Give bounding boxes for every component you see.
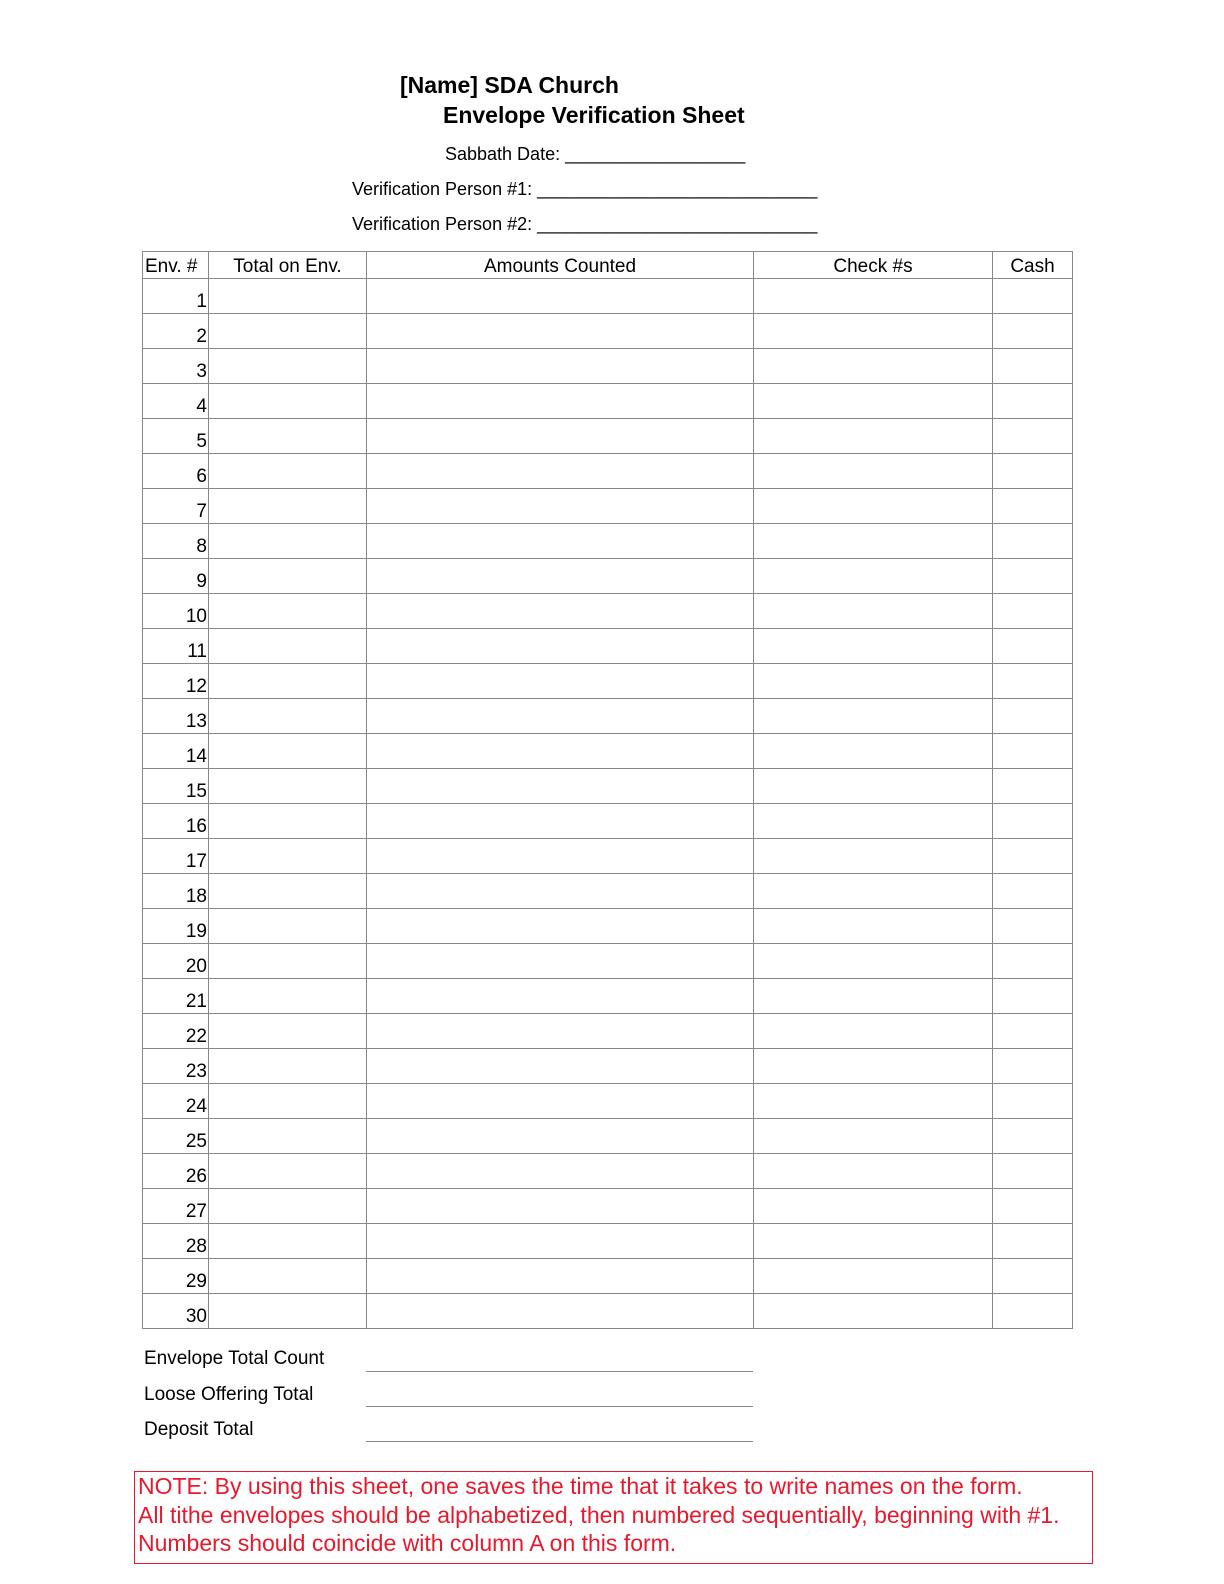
total-on-env-cell[interactable] [209, 874, 367, 909]
env-number-cell: 7 [143, 489, 209, 524]
cash-cell[interactable] [993, 979, 1073, 1014]
col-cash: Cash [993, 252, 1073, 279]
amounts-counted-cell[interactable] [367, 1189, 754, 1224]
table-row [143, 1259, 1073, 1294]
note-line-3: Numbers should coincide with column A on this form. [138, 1530, 677, 1556]
table-row [143, 1049, 1073, 1084]
cash-cell[interactable] [993, 524, 1073, 559]
col-total-on-env: Total on Env. [209, 252, 367, 279]
table-row [143, 874, 1073, 909]
amounts-counted-cell[interactable] [367, 699, 754, 734]
loose-offering-total-label: Loose Offering Total [144, 1384, 314, 1405]
total-on-env-cell[interactable] [209, 1189, 367, 1224]
total-on-env-cell[interactable] [209, 1259, 367, 1294]
cash-cell[interactable] [993, 454, 1073, 489]
total-on-env-cell[interactable] [209, 314, 367, 349]
check-numbers-cell[interactable] [754, 1084, 993, 1119]
cash-cell[interactable] [993, 804, 1073, 839]
amounts-counted-cell[interactable] [367, 1119, 754, 1154]
table-row [143, 314, 1073, 349]
cash-cell[interactable] [993, 1119, 1073, 1154]
cash-cell[interactable] [993, 1189, 1073, 1224]
table-row [143, 699, 1073, 734]
check-numbers-cell[interactable] [754, 419, 993, 454]
note-line-1: NOTE: By using this sheet, one saves the time that it takes to write names on the form. [138, 1473, 1023, 1499]
cash-cell[interactable] [993, 909, 1073, 944]
table-row [143, 1189, 1073, 1224]
env-number-cell: 30 [143, 1294, 209, 1329]
amounts-counted-cell[interactable] [367, 489, 754, 524]
cash-cell[interactable] [993, 664, 1073, 699]
env-number-cell: 19 [143, 909, 209, 944]
deposit-total-label: Deposit Total [144, 1419, 254, 1440]
sabbath-date-field[interactable]: Sabbath Date: __________________ [445, 144, 746, 164]
table-row [143, 559, 1073, 594]
total-on-env-cell[interactable] [209, 1014, 367, 1049]
table-row [143, 979, 1073, 1014]
cash-cell[interactable] [993, 1259, 1073, 1294]
total-on-env-cell[interactable] [209, 349, 367, 384]
check-numbers-cell[interactable] [754, 1224, 993, 1259]
check-numbers-cell[interactable] [754, 594, 993, 629]
env-number-cell: 5 [143, 419, 209, 454]
env-number-cell: 12 [143, 664, 209, 699]
table-row [143, 349, 1073, 384]
check-numbers-cell[interactable] [754, 1119, 993, 1154]
total-on-env-cell[interactable] [209, 384, 367, 419]
total-on-env-cell[interactable] [209, 734, 367, 769]
env-number-cell: 24 [143, 1084, 209, 1119]
col-check-numbers: Check #s [754, 252, 993, 279]
cash-cell[interactable] [993, 769, 1073, 804]
cash-cell[interactable] [993, 349, 1073, 384]
check-numbers-cell[interactable] [754, 1014, 993, 1049]
total-on-env-cell[interactable] [209, 594, 367, 629]
cash-cell[interactable] [993, 1014, 1073, 1049]
verification-person-1-field[interactable]: Verification Person #1: ____________________________ [352, 179, 818, 199]
env-number-cell: 13 [143, 699, 209, 734]
total-on-env-cell[interactable] [209, 1049, 367, 1084]
env-number-cell: 27 [143, 1189, 209, 1224]
table-row [143, 454, 1073, 489]
env-number-cell: 15 [143, 769, 209, 804]
table-row [143, 384, 1073, 419]
envelope-total-count-label: Envelope Total Count [144, 1348, 325, 1369]
amounts-counted-cell[interactable] [367, 454, 754, 489]
amounts-counted-cell[interactable] [367, 1014, 754, 1049]
env-number-cell: 22 [143, 1014, 209, 1049]
col-amounts-counted: Amounts Counted [367, 252, 754, 279]
table-row [143, 594, 1073, 629]
total-on-env-cell[interactable] [209, 804, 367, 839]
cash-cell[interactable] [993, 489, 1073, 524]
cash-cell[interactable] [993, 699, 1073, 734]
note-box [134, 1471, 1093, 1564]
env-number-cell: 16 [143, 804, 209, 839]
env-number-cell: 6 [143, 454, 209, 489]
env-number-cell: 21 [143, 979, 209, 1014]
church-name: [Name] SDA Church [400, 72, 619, 98]
check-numbers-cell[interactable] [754, 384, 993, 419]
amounts-counted-cell[interactable] [367, 734, 754, 769]
total-on-env-cell[interactable] [209, 629, 367, 664]
amounts-counted-cell[interactable] [367, 594, 754, 629]
table-row [143, 769, 1073, 804]
check-numbers-cell[interactable] [754, 804, 993, 839]
env-number-cell: 20 [143, 944, 209, 979]
amounts-counted-cell[interactable] [367, 279, 754, 314]
amounts-counted-cell[interactable] [367, 909, 754, 944]
amounts-counted-cell[interactable] [367, 874, 754, 909]
cash-cell[interactable] [993, 1084, 1073, 1119]
total-on-env-cell[interactable] [209, 1119, 367, 1154]
env-number-cell: 9 [143, 559, 209, 594]
amounts-counted-cell[interactable] [367, 804, 754, 839]
check-numbers-cell[interactable] [754, 1154, 993, 1189]
table-row [143, 279, 1073, 314]
amounts-counted-cell[interactable] [367, 559, 754, 594]
check-numbers-cell[interactable] [754, 909, 993, 944]
total-on-env-cell[interactable] [209, 944, 367, 979]
cash-cell[interactable] [993, 559, 1073, 594]
check-numbers-cell[interactable] [754, 944, 993, 979]
verification-person-2-field[interactable]: Verification Person #2: ____________________________ [352, 214, 818, 234]
check-numbers-cell[interactable] [754, 1294, 993, 1329]
env-number-cell: 17 [143, 839, 209, 874]
env-number-cell: 25 [143, 1119, 209, 1154]
cash-cell[interactable] [993, 314, 1073, 349]
table-row [143, 629, 1073, 664]
total-on-env-cell[interactable] [209, 664, 367, 699]
env-number-cell: 4 [143, 384, 209, 419]
cash-cell[interactable] [993, 839, 1073, 874]
cash-cell[interactable] [993, 734, 1073, 769]
check-numbers-cell[interactable] [754, 349, 993, 384]
env-number-cell: 3 [143, 349, 209, 384]
table-row [143, 664, 1073, 699]
check-numbers-cell[interactable] [754, 839, 993, 874]
cash-cell[interactable] [993, 629, 1073, 664]
env-number-cell: 2 [143, 314, 209, 349]
table-row [143, 909, 1073, 944]
table-row [143, 489, 1073, 524]
sheet-title: Envelope Verification Sheet [443, 102, 745, 128]
total-on-env-cell[interactable] [209, 419, 367, 454]
amounts-counted-cell[interactable] [367, 384, 754, 419]
table-row [143, 839, 1073, 874]
env-number-cell: 26 [143, 1154, 209, 1189]
table-row [143, 1084, 1073, 1119]
amounts-counted-cell[interactable] [367, 1154, 754, 1189]
total-on-env-cell[interactable] [209, 454, 367, 489]
amounts-counted-cell[interactable] [367, 524, 754, 559]
check-numbers-cell[interactable] [754, 314, 993, 349]
total-on-env-cell[interactable] [209, 559, 367, 594]
total-on-env-cell[interactable] [209, 979, 367, 1014]
amounts-counted-cell[interactable] [367, 664, 754, 699]
check-numbers-cell[interactable] [754, 769, 993, 804]
amounts-counted-cell[interactable] [367, 629, 754, 664]
env-number-cell: 8 [143, 524, 209, 559]
env-number-cell: 1 [143, 279, 209, 314]
amounts-counted-cell[interactable] [367, 1084, 754, 1119]
table-row [143, 524, 1073, 559]
amounts-counted-cell[interactable] [367, 1294, 754, 1329]
amounts-counted-cell[interactable] [367, 839, 754, 874]
table-row [143, 1154, 1073, 1189]
deposit-total-line[interactable] [366, 1441, 753, 1442]
note-line-2: All tithe envelopes should be alphabetized, then numbered sequentially, beginning with #1. [138, 1501, 1060, 1528]
amounts-counted-cell[interactable] [367, 1049, 754, 1084]
check-numbers-cell[interactable] [754, 489, 993, 524]
check-numbers-cell[interactable] [754, 559, 993, 594]
check-numbers-cell[interactable] [754, 734, 993, 769]
amounts-counted-cell[interactable] [367, 944, 754, 979]
total-on-env-cell[interactable] [209, 1224, 367, 1259]
table-row [143, 1119, 1073, 1154]
env-number-cell: 11 [143, 629, 209, 664]
cash-cell[interactable] [993, 1154, 1073, 1189]
amounts-counted-cell[interactable] [367, 314, 754, 349]
env-number-cell: 10 [143, 594, 209, 629]
envelope-table [142, 251, 1073, 1329]
cash-cell[interactable] [993, 594, 1073, 629]
check-numbers-cell[interactable] [754, 454, 993, 489]
total-on-env-cell[interactable] [209, 279, 367, 314]
check-numbers-cell[interactable] [754, 1189, 993, 1224]
cash-cell[interactable] [993, 1049, 1073, 1084]
env-number-cell: 23 [143, 1049, 209, 1084]
table-row [143, 419, 1073, 454]
check-numbers-cell[interactable] [754, 874, 993, 909]
table-row [143, 1294, 1073, 1329]
check-numbers-cell[interactable] [754, 1259, 993, 1294]
cash-cell[interactable] [993, 384, 1073, 419]
total-on-env-cell[interactable] [209, 524, 367, 559]
table-row [143, 944, 1073, 979]
col-env-number: Env. # [143, 252, 209, 279]
check-numbers-cell[interactable] [754, 1049, 993, 1084]
check-numbers-cell[interactable] [754, 699, 993, 734]
table-row [143, 734, 1073, 769]
table-row [143, 1224, 1073, 1259]
cash-cell[interactable] [993, 419, 1073, 454]
total-on-env-cell[interactable] [209, 1294, 367, 1329]
check-numbers-cell[interactable] [754, 279, 993, 314]
check-numbers-cell[interactable] [754, 664, 993, 699]
table-row [143, 804, 1073, 839]
envelope-total-count-line[interactable] [366, 1371, 753, 1372]
loose-offering-total-line[interactable] [366, 1406, 753, 1407]
total-on-env-cell[interactable] [209, 489, 367, 524]
amounts-counted-cell[interactable] [367, 1259, 754, 1294]
total-on-env-cell[interactable] [209, 909, 367, 944]
cash-cell[interactable] [993, 944, 1073, 979]
cash-cell[interactable] [993, 1224, 1073, 1259]
cash-cell[interactable] [993, 279, 1073, 314]
env-number-cell: 28 [143, 1224, 209, 1259]
env-number-cell: 29 [143, 1259, 209, 1294]
total-on-env-cell[interactable] [209, 1154, 367, 1189]
total-on-env-cell[interactable] [209, 699, 367, 734]
env-number-cell: 14 [143, 734, 209, 769]
check-numbers-cell[interactable] [754, 979, 993, 1014]
total-on-env-cell[interactable] [209, 1084, 367, 1119]
check-numbers-cell[interactable] [754, 524, 993, 559]
table-header-row [143, 252, 1073, 279]
amounts-counted-cell[interactable] [367, 1224, 754, 1259]
amounts-counted-cell[interactable] [367, 349, 754, 384]
cash-cell[interactable] [993, 874, 1073, 909]
cash-cell[interactable] [993, 1294, 1073, 1329]
amounts-counted-cell[interactable] [367, 979, 754, 1014]
amounts-counted-cell[interactable] [367, 769, 754, 804]
table-row [143, 1014, 1073, 1049]
total-on-env-cell[interactable] [209, 769, 367, 804]
check-numbers-cell[interactable] [754, 629, 993, 664]
env-number-cell: 18 [143, 874, 209, 909]
amounts-counted-cell[interactable] [367, 419, 754, 454]
total-on-env-cell[interactable] [209, 839, 367, 874]
